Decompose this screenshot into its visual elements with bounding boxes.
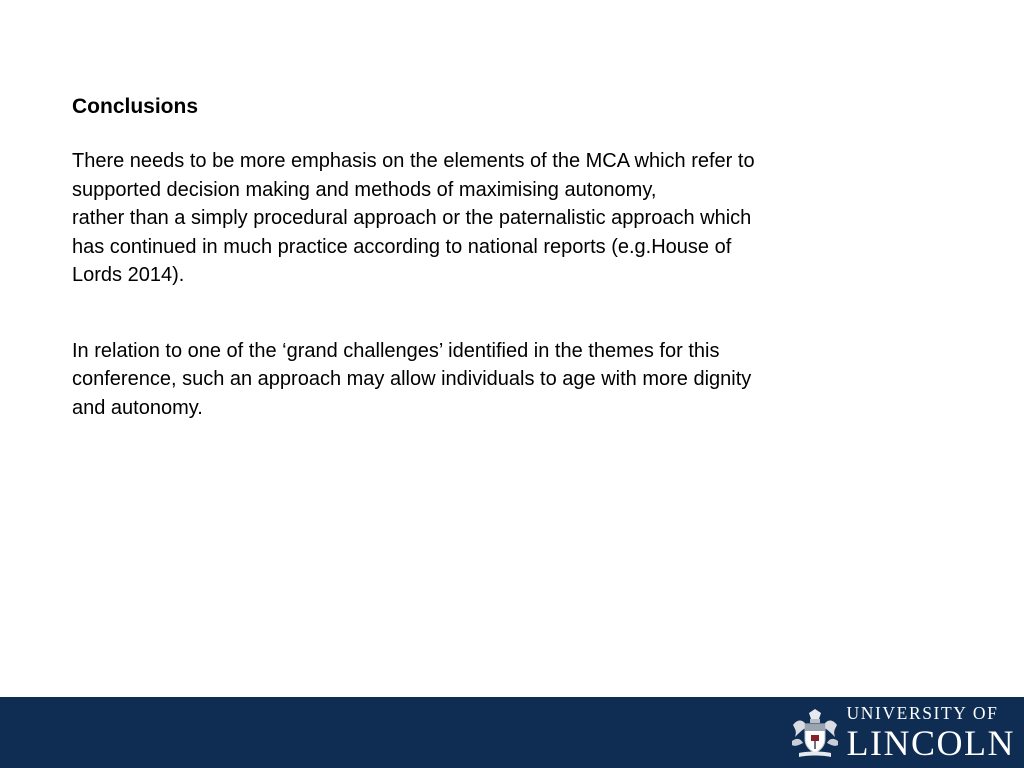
paragraph-1-line: has continued in much practice according to national reports (e.g.House of bbox=[72, 235, 732, 258]
paragraph-1-line: Lords 2014). bbox=[72, 264, 185, 286]
paragraph-1 bbox=[72, 147, 872, 290]
paragraph-1-line: rather than a simply procedural approach or the paternalistic approach which bbox=[72, 207, 752, 229]
paragraph-1-line: There needs to be more emphasis on the elements of the MCA which refer to bbox=[72, 150, 755, 172]
paragraph-2 bbox=[72, 337, 872, 423]
university-crest-icon bbox=[789, 707, 841, 759]
paragraph-2-line: In relation to one of the ‘grand challenges’ identified in the themes for this bbox=[72, 339, 720, 362]
university-wordmark bbox=[846, 702, 1015, 764]
paragraph-2-line: and autonomy. bbox=[72, 396, 203, 419]
slide-title: Conclusions bbox=[72, 95, 199, 118]
slide-content bbox=[72, 94, 872, 422]
footer-bar bbox=[0, 697, 1024, 768]
paragraph-2-line: conference, such an approach may allow individuals to age with more dignity bbox=[72, 368, 752, 390]
paragraph-1-line: supported decision making and methods of maximising autonomy, bbox=[72, 178, 657, 201]
university-logo bbox=[789, 702, 1015, 764]
logo-line-1: UNIVERSITY OF bbox=[846, 702, 999, 723]
logo-line-2: LINCOLN bbox=[846, 723, 1015, 764]
